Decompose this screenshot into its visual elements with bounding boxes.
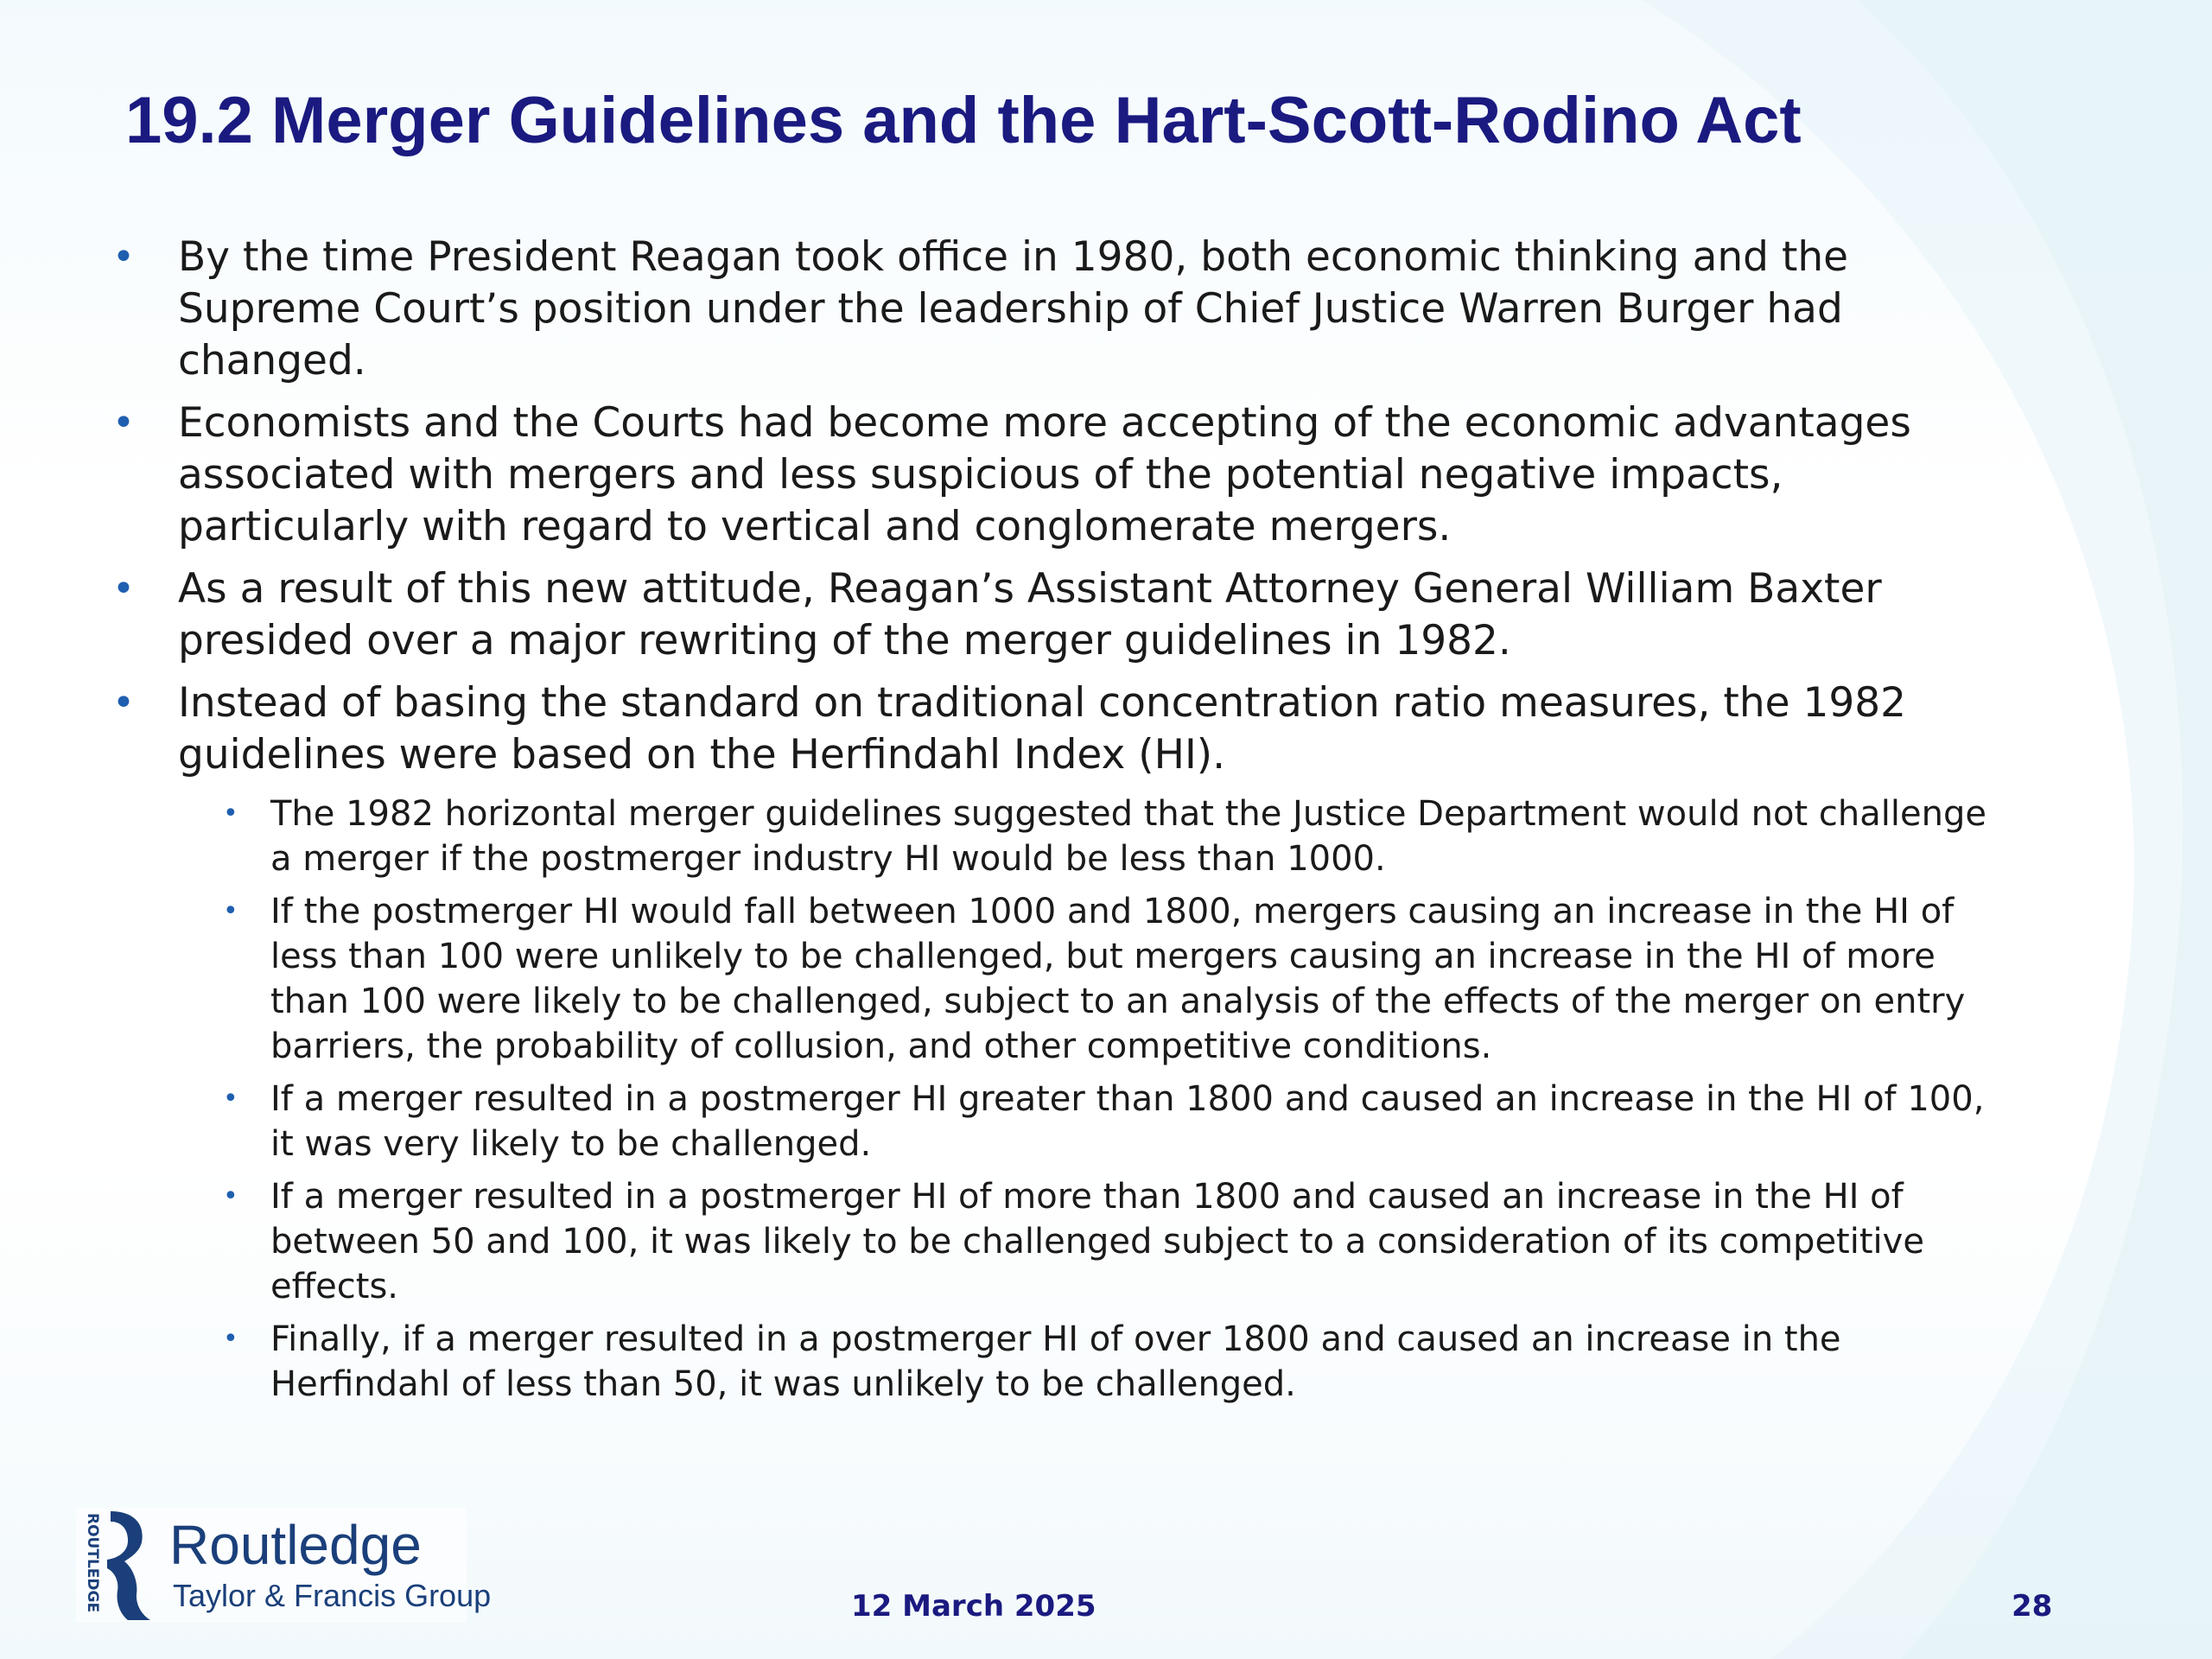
page-number: 28 bbox=[2012, 1589, 2053, 1624]
sub-bullet-text: If the postmerger HI would fall between 1000 and 1800, mergers causing an increase in the HI of less than 100 were unlikely to be challenged, but mergers causing an increase in the HI of more than 100 were likely to be challenged, subject to an analysis of the effects of the merger on entry barriers, the probability of collusion, and other competitive conditions. bbox=[270, 892, 1966, 1066]
bullet-icon: • bbox=[112, 567, 135, 611]
sub-bullet-icon: • bbox=[223, 1084, 238, 1114]
bullet-icon: • bbox=[112, 235, 135, 279]
bullet-item bbox=[104, 677, 2005, 781]
routledge-logo bbox=[76, 1508, 492, 1622]
bullet-text: Instead of basing the standard on traditional concentration ratio measures, the 1982 guidelines were based on the Herfindahl Index (HI). bbox=[178, 679, 1907, 779]
sub-bullet-item bbox=[223, 1174, 2005, 1309]
slide-title: 19.2 Merger Guidelines and the Hart-Scott-Rodino Act bbox=[125, 84, 1802, 157]
sub-bullet-list bbox=[104, 791, 2005, 1407]
logo-vertical-text: ROUTLEDGE bbox=[84, 1513, 101, 1613]
bullet-item bbox=[104, 232, 2005, 387]
bullet-text: As a result of this new attitude, Reagan’s Assistant Attorney General William Baxter presided over a major rewriting of the merger guidelines in 1982. bbox=[178, 565, 1882, 664]
bullet-item bbox=[104, 397, 2005, 553]
bullet-icon: • bbox=[112, 401, 135, 445]
logo-name: Routledge bbox=[169, 1514, 422, 1576]
sub-bullet-icon: • bbox=[223, 1324, 238, 1354]
sub-bullet-text: If a merger resulted in a postmerger HI of more than 1800 and caused an increase in the HI of between 50 and 100, it was likely to be challenged subject to a consideration of its competitive effects. bbox=[270, 1177, 1924, 1306]
sub-bullet-icon: • bbox=[223, 798, 238, 829]
bullet-text: Economists and the Courts had become more accepting of the economic advantages associated with mergers and less suspicious of the potential negative impacts, particularly with regard to vertical and conglomerate mergers. bbox=[178, 399, 1911, 550]
slide-content bbox=[104, 232, 2005, 1414]
sub-bullet-text: If a merger resulted in a postmerger HI greater than 1800 and caused an increase in the HI of 100, it was very likely to be challenged. bbox=[270, 1079, 1985, 1164]
bullet-text: By the time President Reagan took office in 1980, both economic thinking and the Supreme Court’s position under the leadership of Chief Justice Warren Burger had changed. bbox=[178, 233, 1849, 385]
sub-bullet-item bbox=[223, 791, 2005, 881]
footer-date: 12 March 2025 bbox=[851, 1589, 1096, 1624]
sub-bullet-icon: • bbox=[223, 1181, 238, 1211]
sub-bullet-text: The 1982 horizontal merger guidelines suggested that the Justice Department would not challenge a merger if the postmerger industry HI would be less than 1000. bbox=[270, 794, 1986, 879]
routledge-head-icon bbox=[76, 1508, 154, 1622]
sub-bullet-icon: • bbox=[223, 896, 238, 926]
sub-bullet-text: Finally, if a merger resulted in a postmerger HI of over 1800 and caused an increase in the Herfindahl of less than 50, it was unlikely to be challenged. bbox=[270, 1319, 1841, 1404]
sub-bullet-item bbox=[223, 1317, 2005, 1407]
bullet-item bbox=[104, 563, 2005, 667]
sub-bullet-item bbox=[223, 889, 2005, 1069]
bullet-icon: • bbox=[112, 681, 135, 725]
logo-subtitle: Taylor & Francis Group bbox=[173, 1578, 492, 1613]
sub-bullet-item bbox=[223, 1077, 2005, 1166]
